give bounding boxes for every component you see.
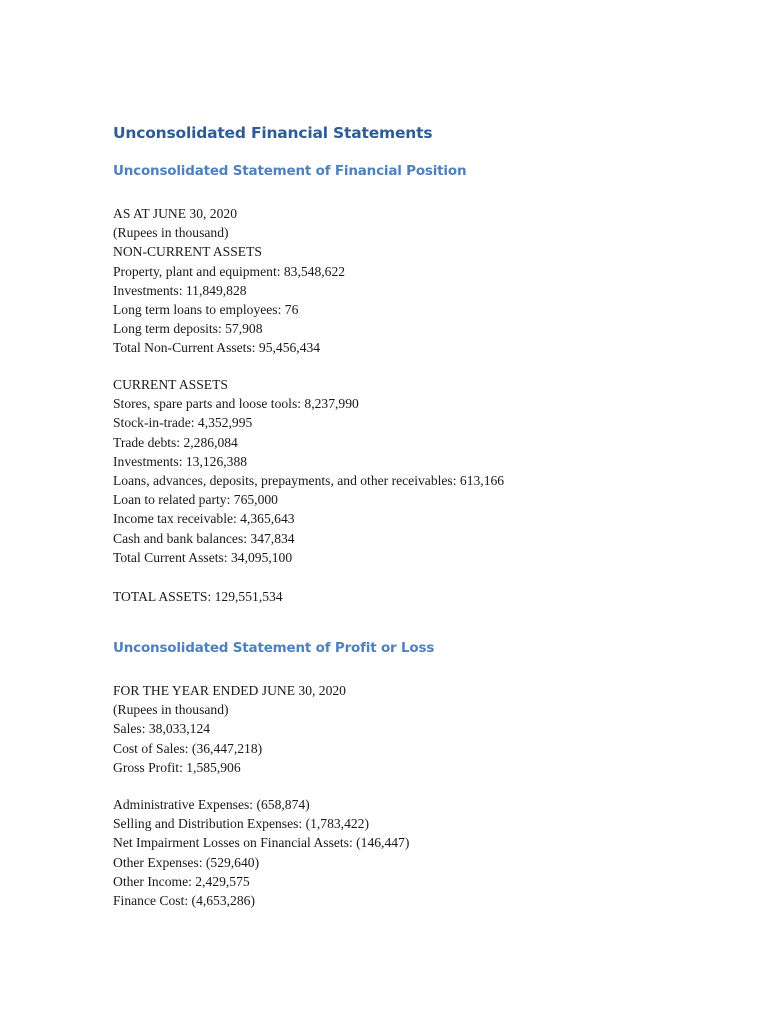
currency-unit: (Rupees in thousand) (113, 225, 229, 241)
line-item: Sales: 38,033,124 (113, 721, 211, 737)
financial-position-heading: Unconsolidated Statement of Financial Position (113, 163, 467, 179)
line-item: Finance Cost: (4,653,286) (113, 892, 255, 908)
total-assets-line: TOTAL ASSETS: 129,551,534 (113, 589, 283, 604)
line-item: Other Expenses: (529,640) (113, 854, 260, 870)
financial-position-header-and-noncurrent-assets (113, 204, 345, 358)
statement-date: AS AT JUNE 30, 2020 (113, 206, 237, 221)
document-title: Unconsolidated Financial Statements (113, 124, 433, 142)
section-label-current-assets: CURRENT ASSETS (113, 377, 228, 392)
line-item: Income tax receivable: 4,365,643 (113, 511, 295, 527)
line-item: Stores, spare parts and loose tools: 8,237,990 (113, 396, 359, 412)
line-item: Property, plant and equipment: 83,548,622 (113, 263, 346, 279)
total-line: Gross Profit: 1,585,906 (113, 759, 241, 775)
total-line: Total Non-Current Assets: 95,456,434 (113, 340, 321, 356)
line-item: Selling and Distribution Expenses: (1,783,422) (113, 816, 369, 832)
line-item: Stock-in-trade: 4,352,995 (113, 415, 253, 431)
expenses-and-income-section (113, 795, 409, 910)
statement-period: FOR THE YEAR ENDED JUNE 30, 2020 (113, 683, 346, 698)
section-label-noncurrent-assets: NON-CURRENT ASSETS (113, 244, 262, 260)
line-item: Cash and bank balances: 347,834 (113, 530, 295, 546)
line-item: Loan to related party: 765,000 (113, 492, 278, 508)
currency-unit: (Rupees in thousand) (113, 702, 229, 718)
line-item: Cost of Sales: (36,447,218) (113, 740, 263, 756)
line-item: Administrative Expenses: (658,874) (113, 797, 310, 812)
line-item: Trade debts: 2,286,084 (113, 434, 238, 450)
line-item: Long term deposits: 57,908 (113, 321, 263, 337)
profit-or-loss-header-and-gross-profit (113, 681, 346, 777)
line-item: Loans, advances, deposits, prepayments, and other receivables: 613,166 (113, 472, 505, 488)
line-item: Net Impairment Losses on Financial Assets: (146,447) (113, 835, 410, 851)
total-assets-section (113, 587, 283, 606)
profit-or-loss-heading: Unconsolidated Statement of Profit or Loss (113, 640, 435, 656)
line-item: Long term loans to employees: 76 (113, 301, 299, 317)
line-item: Investments: 11,849,828 (113, 282, 247, 298)
line-item: Investments: 13,126,388 (113, 453, 248, 469)
current-assets-section (113, 375, 504, 567)
line-item: Other Income: 2,429,575 (113, 873, 250, 889)
total-line: Total Current Assets: 34,095,100 (113, 549, 293, 565)
